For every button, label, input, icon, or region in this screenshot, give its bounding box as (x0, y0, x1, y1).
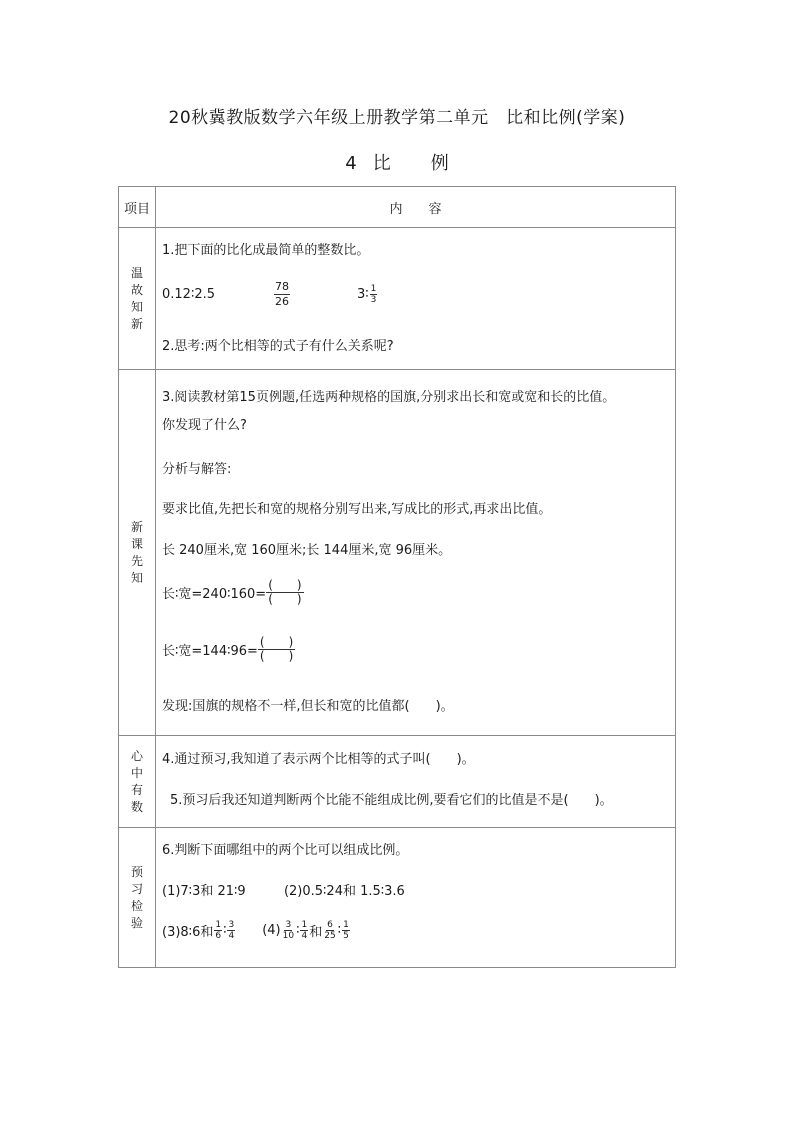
lesson-title-char-1: 比 (372, 153, 391, 174)
fraction-numerator: 1 (301, 919, 308, 930)
check-problem-4-fraction-2 (300, 920, 308, 941)
section-check-label: 预习检验 (130, 864, 143, 930)
review-example-2-fraction (274, 280, 290, 309)
lesson-title-char-2: 例 (430, 153, 449, 174)
header-item-cell (119, 187, 156, 228)
header-content-label-b: 容 (428, 201, 442, 217)
review-question-1: 1.把下面的比化成最简单的整数比。 (162, 243, 370, 258)
section-mind-content (156, 736, 676, 828)
review-example-3-prefix: 3∶ (357, 286, 369, 302)
equation-1-text: 长∶宽=240∶160= (162, 586, 267, 602)
equation-2-text: 长∶宽=144∶96= (162, 643, 258, 659)
fraction-denominator: 6 (215, 930, 222, 941)
fraction-denominator: 4 (228, 930, 235, 941)
blank-numerator: ( ) (259, 634, 294, 649)
fraction-denominator: 3 (370, 294, 377, 305)
equation-1-blank-fraction[interactable] (266, 579, 303, 606)
fraction-numerator: 1 (215, 919, 222, 930)
fraction-denominator: 5 (343, 930, 349, 941)
ratio-colon: ∶ (337, 922, 342, 938)
and-word: 和 (309, 924, 323, 940)
ratio-colon: ∶ (223, 922, 227, 938)
new-equation-1 (162, 577, 304, 607)
fraction-numerator: 3 (228, 919, 235, 930)
check-question-6: 6.判断下面哪组中的两个比可以组成比例。 (162, 843, 409, 858)
lesson-title (0, 149, 794, 175)
blank-denominator: ( ) (259, 648, 294, 663)
section-new-label: 新课先知 (130, 519, 143, 585)
new-equation-2 (162, 634, 295, 664)
fraction-numerator: 6 (327, 919, 333, 930)
lesson-table (118, 186, 676, 968)
section-check-content (156, 828, 676, 968)
blank-numerator: ( ) (268, 577, 302, 592)
section-mind-label-cell (119, 736, 156, 828)
fraction-denominator: 25 (324, 930, 336, 941)
new-method-text: 要求比值,先把长和宽的规格分别写出来,写成比的形式,再求出比值。 (162, 502, 552, 517)
fraction-numerator: 3 (285, 919, 292, 930)
lesson-number: 4 (345, 153, 357, 174)
header-item-label: 项目 (123, 201, 150, 217)
check-problem-4-prefix: (4) (262, 922, 281, 938)
header-content-label-a: 内 (389, 201, 403, 217)
ratio-colon: ∶ (296, 922, 300, 938)
section-review-content (156, 228, 676, 370)
check-problem-row-1 (162, 880, 405, 899)
fraction-denominator: 4 (301, 930, 308, 941)
check-problem-3-fraction-2 (227, 920, 235, 941)
review-examples (162, 279, 378, 308)
check-problem-2: (2)0.5∶24和 1.5∶3.6 (283, 884, 405, 899)
new-finding-text: 发现:国旗的规格不一样,但长和宽的比值都( )。 (162, 699, 454, 714)
blank-denominator: ( ) (268, 591, 302, 606)
mind-question-4: 4.通过预习,我知道了表示两个比相等的式子叫( )。 (162, 752, 475, 767)
fraction-numerator: 1 (370, 283, 377, 294)
section-new-label-cell (119, 370, 156, 736)
section-check-label-cell (119, 828, 156, 968)
document-title: 20秋冀教版数学六年级上册教学第二单元 比和比例(学案) (168, 108, 626, 128)
check-problem-1: (1)7∶3和 21∶9 (162, 884, 246, 899)
fraction-denominator: 10 (282, 930, 295, 941)
section-review-label: 温故知新 (130, 265, 143, 331)
review-question-2: 2.思考:两个比相等的式子有什么关系呢? (162, 339, 394, 354)
section-review-row (119, 228, 676, 370)
check-problem-4-fraction-3 (323, 920, 336, 941)
check-problem-3-fraction-1 (214, 920, 222, 941)
section-new-content (156, 370, 676, 736)
header-content-cell (156, 187, 676, 228)
review-example-1: 0.12∶2.5 (162, 286, 216, 302)
table-header-row (119, 187, 676, 228)
check-problem-row-2 (162, 916, 351, 944)
check-problem-3-prefix: (3)8∶6和 (162, 924, 214, 940)
review-example-3-fraction (370, 284, 378, 305)
fraction-denominator: 26 (275, 294, 290, 308)
check-problem-4-fraction-4 (342, 920, 350, 941)
check-problem-4-fraction-1 (282, 920, 295, 941)
fraction-numerator: 78 (275, 279, 290, 293)
new-dimensions-text: 长 240厘米,宽 160厘米;长 144厘米,宽 96厘米。 (162, 543, 452, 558)
mind-question-5: 5.预习后我还知道判断两个比能不能组成比例,要看它们的比值是不是( )。 (170, 793, 613, 808)
new-analysis-heading: 分析与解答: (162, 462, 232, 477)
section-check-row (119, 828, 676, 968)
fraction-numerator: 1 (343, 919, 349, 930)
new-question-3-line-1: 3.阅读教材第15页例题,任选两种规格的国旗,分别求出长和宽或宽和长的比值。 (162, 390, 616, 405)
section-mind-row (119, 736, 676, 828)
section-review-label-cell (119, 228, 156, 370)
equation-2-blank-fraction[interactable] (258, 636, 295, 663)
section-mind-label: 心中有数 (130, 748, 143, 814)
new-question-3-line-2: 你发现了什么? (162, 418, 247, 433)
section-new-row (119, 370, 676, 736)
